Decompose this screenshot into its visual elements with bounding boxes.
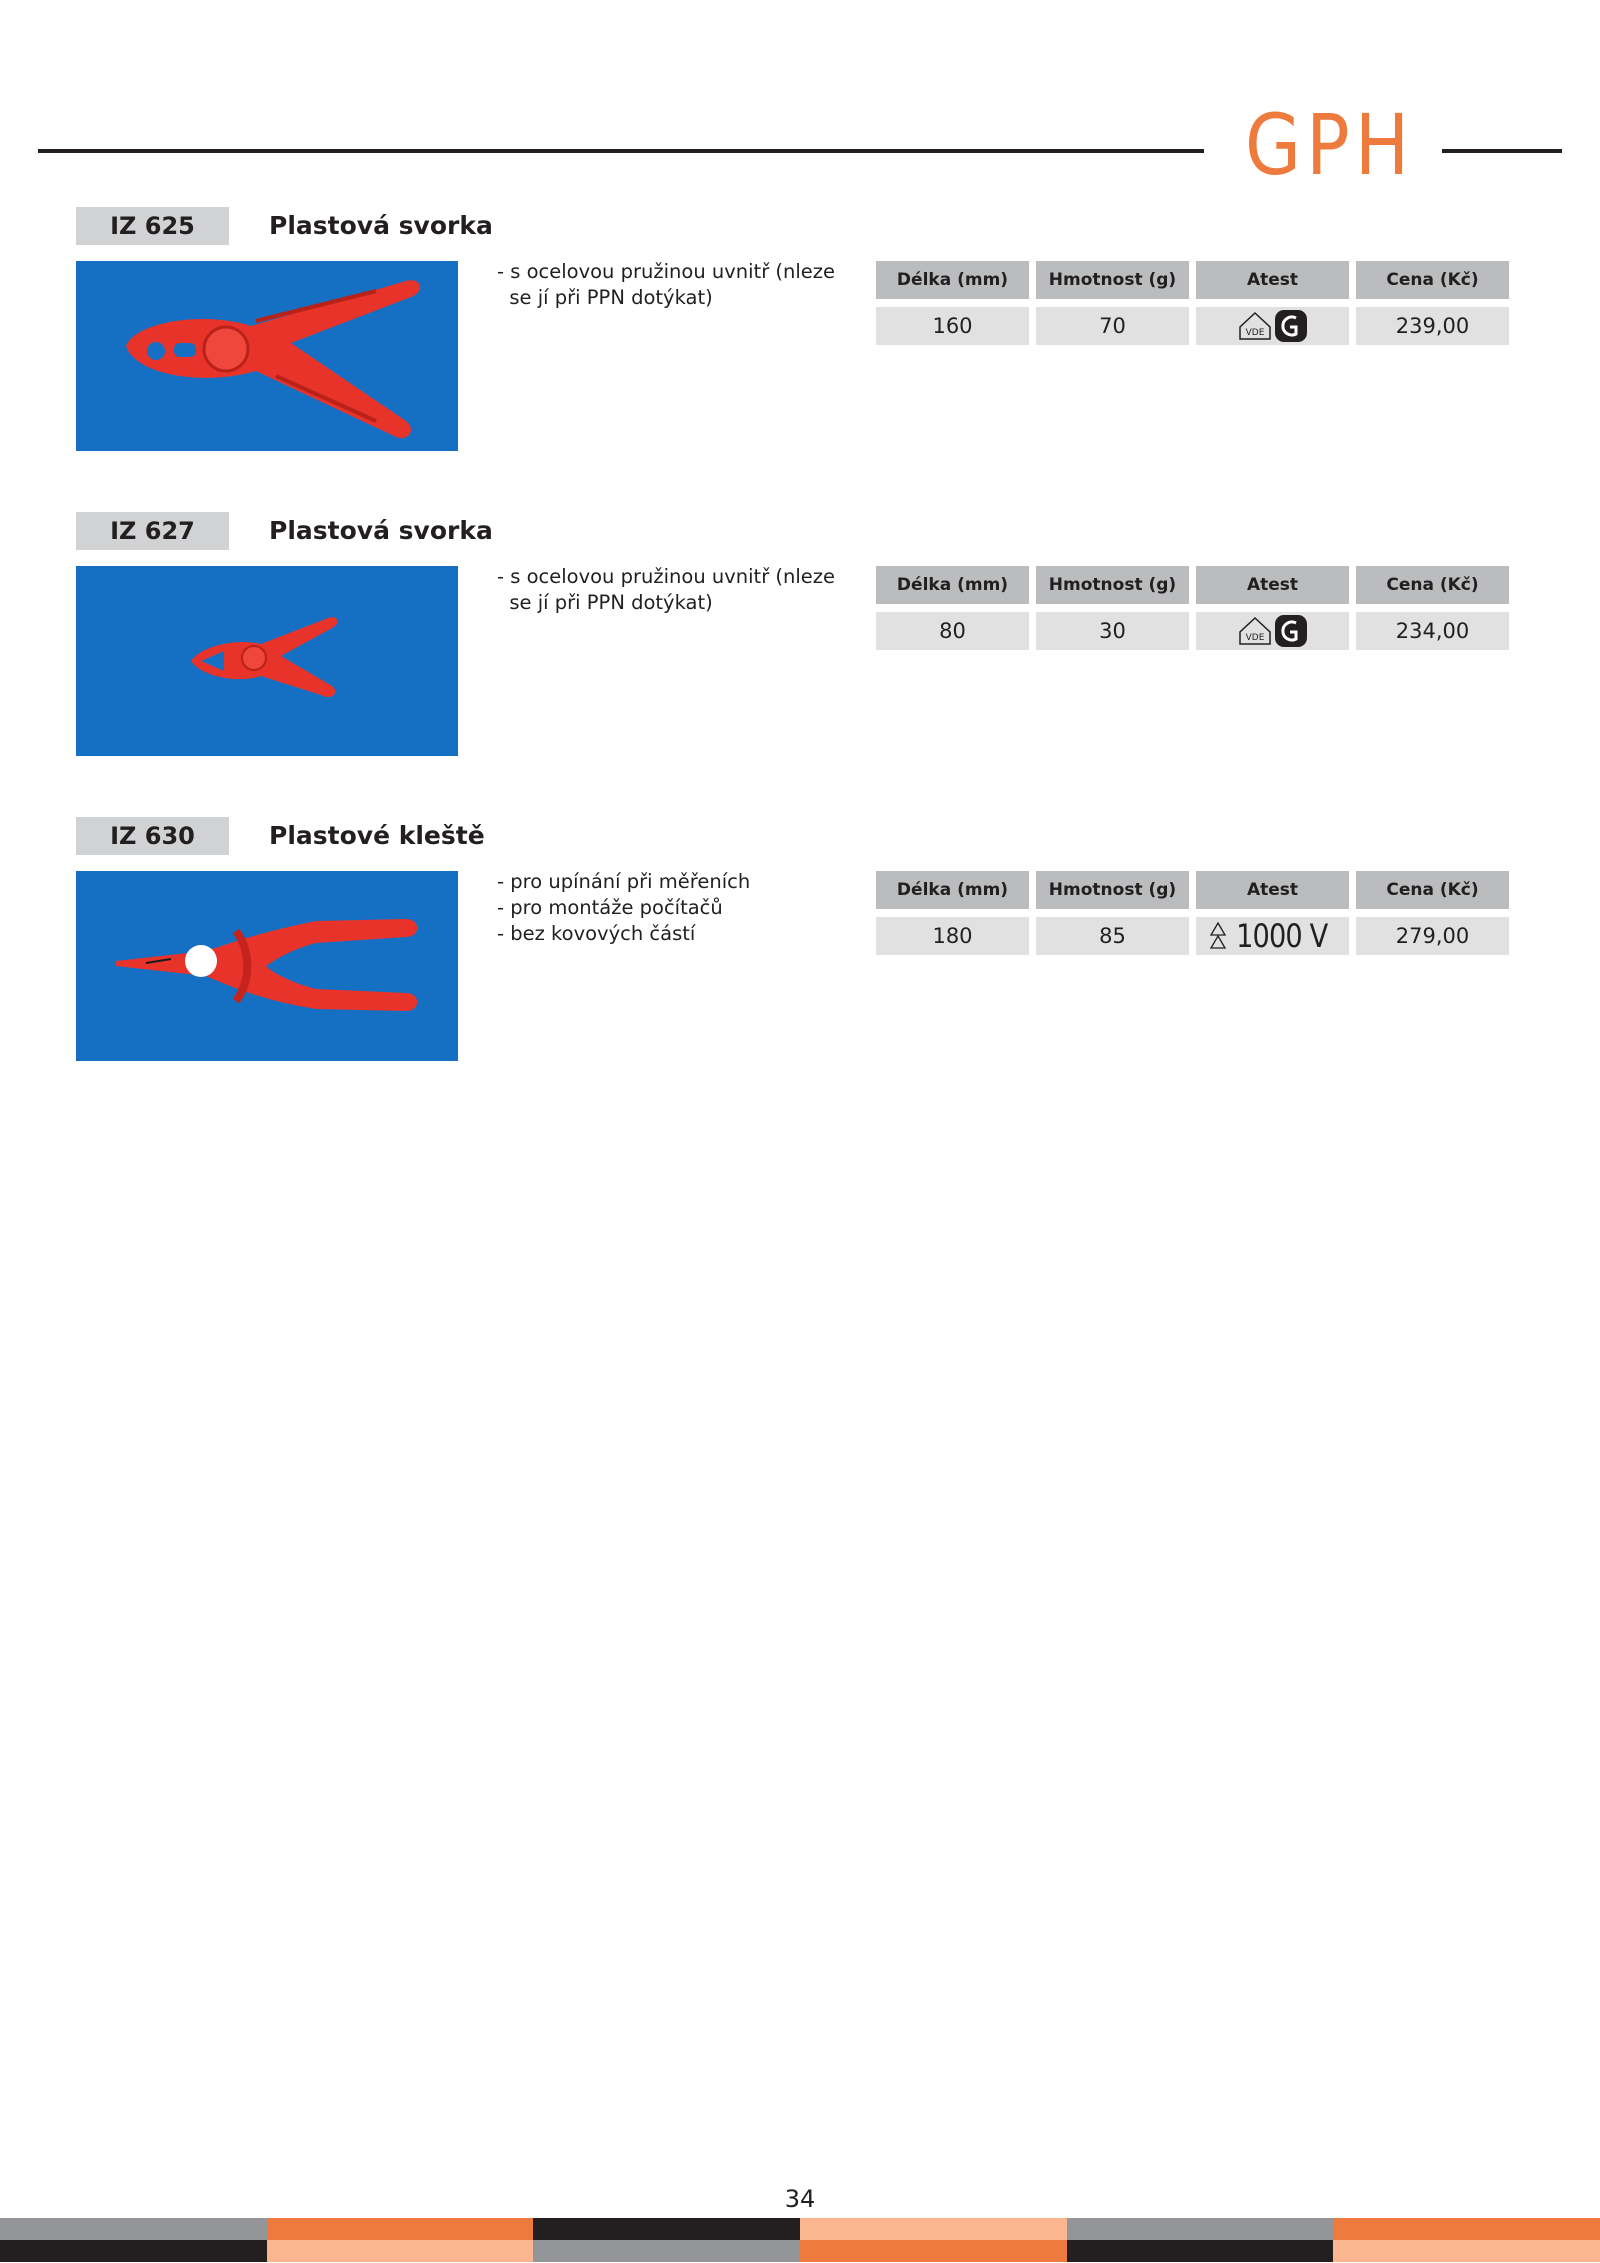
gph-logo: GPH xyxy=(1245,96,1415,194)
header-length: Délka (mm) xyxy=(876,566,1029,604)
value-length: 160 xyxy=(876,307,1029,345)
footer-color-segment xyxy=(533,2240,800,2262)
gs-mark-icon xyxy=(1274,614,1308,648)
vde-mark-icon xyxy=(1238,616,1272,646)
footer-color-segment xyxy=(533,2218,800,2240)
header-rule-right xyxy=(1442,149,1562,153)
header-length: Délka (mm) xyxy=(876,871,1029,909)
product-name: Plastová svorka xyxy=(269,211,493,240)
small-red-plastic-clamp-icon xyxy=(76,566,458,756)
product-code: IZ 625 xyxy=(76,207,229,245)
value-price: 234,00 xyxy=(1356,612,1509,650)
header-price: Cena (Kč) xyxy=(1356,261,1509,299)
value-atest xyxy=(1196,917,1349,955)
header-weight: Hmotnost (g) xyxy=(1036,871,1189,909)
value-weight: 30 xyxy=(1036,612,1189,650)
value-length: 180 xyxy=(876,917,1029,955)
product-description: - s ocelovou pružinou uvnitř (nleze se jí při PPN dotýkat) xyxy=(497,565,836,614)
product-code: IZ 630 xyxy=(76,817,229,855)
value-price: 279,00 xyxy=(1356,917,1509,955)
footer-band-bottom xyxy=(0,2240,1600,2262)
value-atest xyxy=(1196,612,1349,650)
header-price: Cena (Kč) xyxy=(1356,871,1509,909)
value-atest xyxy=(1196,307,1349,345)
header-price: Cena (Kč) xyxy=(1356,566,1509,604)
gs-mark-icon xyxy=(1274,309,1308,343)
footer-band-top xyxy=(0,2218,1600,2240)
header-atest: Atest xyxy=(1196,871,1349,909)
red-plastic-pliers-icon xyxy=(76,871,458,1061)
product-description: - s ocelovou pružinou uvnitř (nleze se jí při PPN dotýkat) xyxy=(497,260,836,309)
footer-color-segment xyxy=(1067,2218,1334,2240)
footer-color-segment xyxy=(0,2240,267,2262)
product-name: Plastová svorka xyxy=(269,516,493,545)
page-number: 34 xyxy=(784,2185,816,2213)
footer-color-segment xyxy=(1333,2240,1600,2262)
header-atest: Atest xyxy=(1196,566,1349,604)
footer-color-segment xyxy=(800,2218,1067,2240)
svg-text:VDE: VDE xyxy=(1245,633,1264,643)
header-weight: Hmotnost (g) xyxy=(1036,566,1189,604)
header-weight: Hmotnost (g) xyxy=(1036,261,1189,299)
product-description: - pro upínání při měřeních - pro montáže počítačů - bez kovových částí xyxy=(497,870,751,945)
product-iz625 xyxy=(0,207,1600,507)
product-iz630 xyxy=(0,817,1600,1117)
footer-color-segment xyxy=(0,2218,267,2240)
value-price: 239,00 xyxy=(1356,307,1509,345)
product-code: IZ 627 xyxy=(76,512,229,550)
footer-color-segment xyxy=(267,2218,534,2240)
footer-color-segment xyxy=(1333,2218,1600,2240)
voltage-rating: 1000 V xyxy=(1235,917,1328,955)
value-weight: 70 xyxy=(1036,307,1189,345)
red-plastic-clamp-icon xyxy=(76,261,458,451)
product-name: Plastové kleště xyxy=(269,821,485,850)
header-atest: Atest xyxy=(1196,261,1349,299)
double-triangle-icon xyxy=(1210,922,1226,950)
footer-color-segment xyxy=(267,2240,534,2262)
value-weight: 85 xyxy=(1036,917,1189,955)
footer-color-segment xyxy=(1067,2240,1334,2262)
footer-color-segment xyxy=(800,2240,1067,2262)
header-rule-left xyxy=(38,149,1204,153)
svg-text:VDE: VDE xyxy=(1245,328,1264,338)
vde-mark-icon xyxy=(1238,311,1272,341)
value-length: 80 xyxy=(876,612,1029,650)
product-iz627 xyxy=(0,512,1600,812)
header-length: Délka (mm) xyxy=(876,261,1029,299)
